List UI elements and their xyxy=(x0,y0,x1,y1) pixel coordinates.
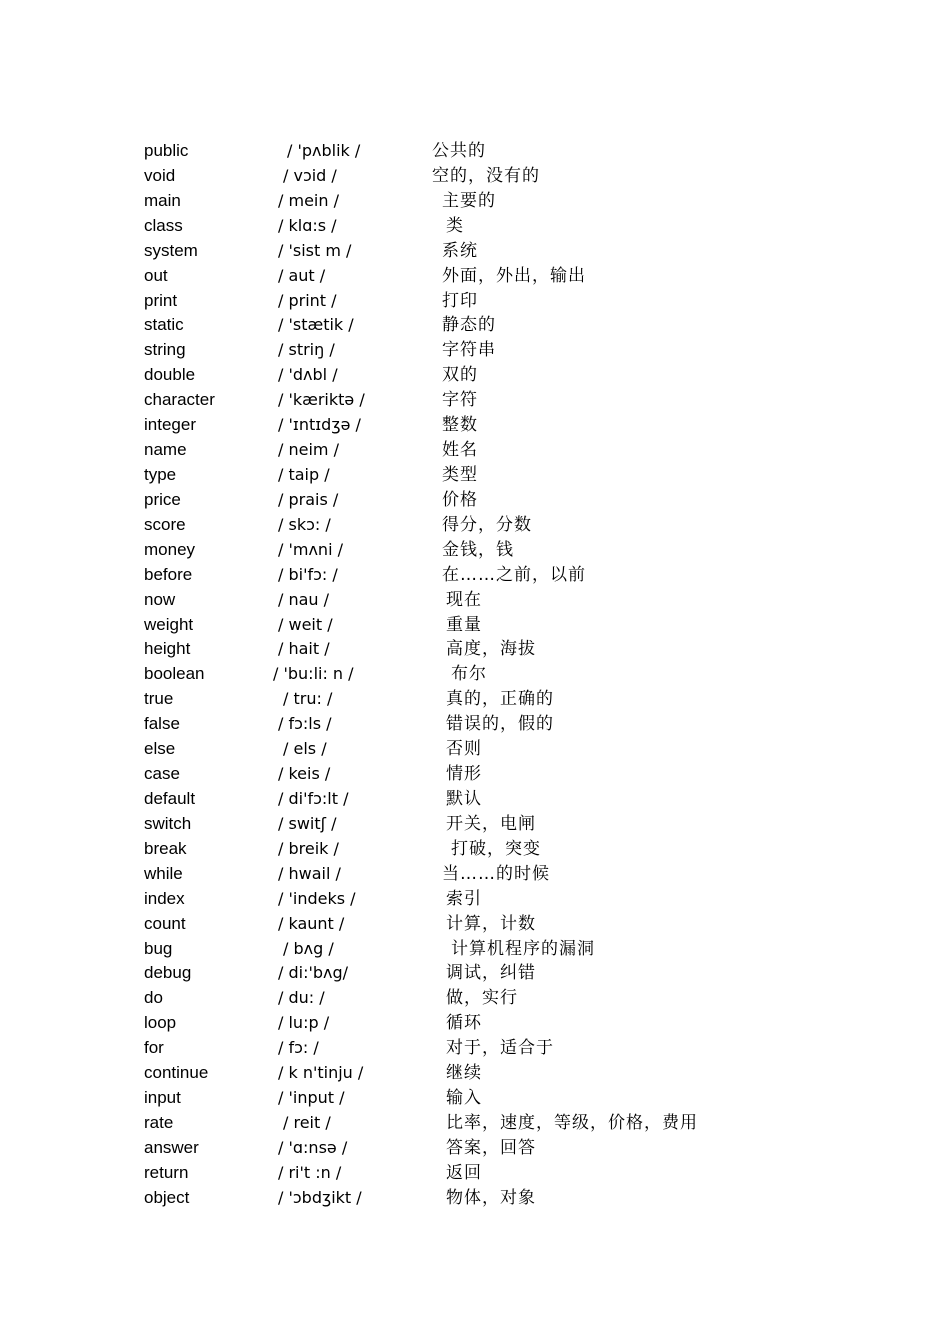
english-word: case xyxy=(144,764,180,784)
chinese-meaning: 字符 xyxy=(442,390,478,411)
chinese-meaning: 主要的 xyxy=(442,190,496,211)
chinese-meaning: 打印 xyxy=(442,290,478,311)
chinese-meaning: 继续 xyxy=(446,1063,482,1084)
vocab-row xyxy=(0,588,950,613)
english-word: continue xyxy=(144,1063,209,1083)
chinese-meaning: 整数 xyxy=(442,415,478,436)
english-word: before xyxy=(144,564,193,584)
english-word: index xyxy=(144,888,185,908)
phonetic: / du: / xyxy=(278,988,325,1008)
chinese-meaning: 答案，回答 xyxy=(446,1137,536,1158)
english-word: out xyxy=(144,265,168,285)
english-word: false xyxy=(144,714,180,734)
phonetic: / nau / xyxy=(278,589,330,609)
english-word: name xyxy=(144,440,187,460)
phonetic: / skɔ: / xyxy=(278,514,331,534)
phonetic: / klɑ:s / xyxy=(278,215,337,235)
phonetic: / 'mʌni / xyxy=(278,539,343,559)
phonetic: / 'ɑ:nsə / xyxy=(278,1137,348,1157)
english-word: while xyxy=(144,863,183,883)
english-word: main xyxy=(144,190,181,210)
chinese-meaning: 比率，速度，等级，价格，费用 xyxy=(446,1112,698,1133)
chinese-meaning: 金钱，钱 xyxy=(442,539,514,560)
english-word: void xyxy=(144,165,176,185)
vocab-row xyxy=(0,762,950,787)
vocab-row xyxy=(0,662,950,687)
english-word: debug xyxy=(144,963,192,983)
phonetic: / 'ɔbdʒikt / xyxy=(278,1187,362,1207)
chinese-meaning: 空的，没有的 xyxy=(432,165,540,186)
vocab-row xyxy=(0,937,950,962)
vocab-row xyxy=(0,787,950,812)
vocab-row xyxy=(0,986,950,1011)
english-word: character xyxy=(144,390,215,410)
phonetic: / ri't :n / xyxy=(278,1162,342,1182)
phonetic: / 'ɪntɪdʒə / xyxy=(278,415,361,435)
english-word: input xyxy=(144,1088,181,1108)
english-word: answer xyxy=(144,1137,199,1157)
chinese-meaning: 现在 xyxy=(446,589,482,610)
chinese-meaning: 得分，分数 xyxy=(442,514,532,535)
english-word: default xyxy=(144,788,196,808)
chinese-meaning: 公共的 xyxy=(432,141,486,161)
english-word: money xyxy=(144,539,196,559)
vocab-row xyxy=(0,687,950,712)
vocab-row xyxy=(0,488,950,513)
english-word: object xyxy=(144,1187,190,1207)
chinese-meaning: 调试，纠错 xyxy=(446,963,536,984)
chinese-meaning: 循环 xyxy=(446,1013,482,1034)
english-word: switch xyxy=(144,813,192,833)
english-word: break xyxy=(144,838,187,858)
phonetic: / bʌg / xyxy=(283,938,334,958)
phonetic: / print / xyxy=(278,290,337,310)
vocab-row xyxy=(0,1136,950,1161)
phonetic: / breik / xyxy=(278,838,339,858)
chinese-meaning: 物体，对象 xyxy=(446,1187,536,1208)
vocab-row xyxy=(0,388,950,413)
chinese-meaning: 打破，突变 xyxy=(451,838,541,859)
chinese-meaning: 价格 xyxy=(442,489,478,510)
english-word: return xyxy=(144,1162,189,1182)
vocab-row xyxy=(0,338,950,363)
phonetic: / 'stætik / xyxy=(278,315,354,335)
english-word: loop xyxy=(144,1013,177,1033)
chinese-meaning: 外面，外出，输出 xyxy=(442,265,586,286)
chinese-meaning: 对于，适合于 xyxy=(446,1038,554,1059)
phonetic: / weit / xyxy=(278,614,333,634)
english-word: score xyxy=(144,514,186,534)
vocab-row xyxy=(0,737,950,762)
phonetic: / hwail / xyxy=(278,863,341,883)
vocab-row xyxy=(0,313,950,338)
vocab-row xyxy=(0,812,950,837)
vocab-row xyxy=(0,189,950,214)
phonetic: / neim / xyxy=(278,440,339,460)
phonetic: / hait / xyxy=(278,639,330,659)
vocab-row xyxy=(0,1161,950,1186)
chinese-meaning: 姓名 xyxy=(442,440,478,461)
chinese-meaning: 布尔 xyxy=(451,664,487,685)
vocab-row xyxy=(0,862,950,887)
vocabulary-list xyxy=(0,139,950,1211)
english-word: class xyxy=(144,215,183,235)
vocab-row xyxy=(0,1186,950,1211)
vocab-row xyxy=(0,1061,950,1086)
vocab-row xyxy=(0,239,950,264)
english-word: static xyxy=(144,315,184,335)
vocab-row xyxy=(0,1011,950,1036)
english-word: bug xyxy=(144,938,173,958)
phonetic: / 'bu:li: n / xyxy=(273,664,354,684)
vocab-row xyxy=(0,837,950,862)
english-word: true xyxy=(144,689,174,709)
vocab-row xyxy=(0,289,950,314)
vocab-row xyxy=(0,139,950,164)
phonetic: / aut / xyxy=(278,265,326,285)
chinese-meaning: 索引 xyxy=(446,888,482,909)
chinese-meaning: 开关，电闸 xyxy=(446,813,536,834)
chinese-meaning: 情形 xyxy=(446,764,482,785)
chinese-meaning: 真的，正确的 xyxy=(446,689,554,710)
english-word: system xyxy=(144,240,198,260)
chinese-meaning: 在……之前，以前 xyxy=(442,564,586,585)
phonetic: / 'pʌblik / xyxy=(287,141,361,160)
phonetic: / k n'tinju / xyxy=(278,1063,364,1083)
vocab-row xyxy=(0,164,950,189)
english-word: for xyxy=(144,1038,164,1058)
vocab-row xyxy=(0,961,950,986)
chinese-meaning: 类 xyxy=(446,215,464,236)
chinese-meaning: 重量 xyxy=(446,614,482,635)
chinese-meaning: 静态的 xyxy=(442,315,496,336)
vocab-row xyxy=(0,1036,950,1061)
chinese-meaning: 计算机程序的漏洞 xyxy=(451,938,595,959)
vocab-row xyxy=(0,563,950,588)
phonetic: / mein / xyxy=(278,190,339,210)
phonetic: / prais / xyxy=(278,489,339,509)
english-word: string xyxy=(144,340,186,360)
english-word: print xyxy=(144,290,178,310)
phonetic: / striŋ / xyxy=(278,340,335,360)
vocab-row xyxy=(0,1086,950,1111)
english-word: public xyxy=(144,141,189,160)
phonetic: / di:'bʌg/ xyxy=(278,963,349,983)
phonetic: / 'dʌbl / xyxy=(278,365,338,385)
english-word: integer xyxy=(144,415,196,435)
chinese-meaning: 类型 xyxy=(442,464,478,485)
phonetic: / lu:p / xyxy=(278,1013,330,1033)
english-word: now xyxy=(144,589,176,609)
chinese-meaning: 双的 xyxy=(442,365,478,386)
phonetic: / di'fɔ:lt / xyxy=(278,788,349,808)
english-word: boolean xyxy=(144,664,205,684)
vocab-row xyxy=(0,413,950,438)
english-word: weight xyxy=(144,614,194,634)
vocab-row xyxy=(0,887,950,912)
chinese-meaning: 系统 xyxy=(442,240,478,261)
phonetic: / bi'fɔ: / xyxy=(278,564,338,584)
chinese-meaning: 高度，海拔 xyxy=(446,639,536,660)
vocab-row xyxy=(0,513,950,538)
english-word: price xyxy=(144,489,181,509)
vocab-row xyxy=(0,363,950,388)
phonetic: / kaunt / xyxy=(278,913,345,933)
chinese-meaning: 默认 xyxy=(446,788,482,809)
vocab-row xyxy=(0,264,950,289)
vocab-row xyxy=(0,438,950,463)
english-word: rate xyxy=(144,1112,174,1132)
chinese-meaning: 否则 xyxy=(446,739,482,760)
vocab-row xyxy=(0,463,950,488)
phonetic: / reit / xyxy=(283,1112,331,1132)
chinese-meaning: 当……的时候 xyxy=(442,863,550,884)
chinese-meaning: 做，实行 xyxy=(446,988,518,1009)
vocab-row xyxy=(0,214,950,239)
vocab-row xyxy=(0,712,950,737)
phonetic: / els / xyxy=(283,739,327,759)
english-word: height xyxy=(144,639,191,659)
vocab-row xyxy=(0,538,950,563)
phonetic: / 'indeks / xyxy=(278,888,356,908)
chinese-meaning: 计算，计数 xyxy=(446,913,536,934)
phonetic: / taip / xyxy=(278,464,330,484)
chinese-meaning: 错误的，假的 xyxy=(446,714,554,735)
vocab-row xyxy=(0,637,950,662)
chinese-meaning: 返回 xyxy=(446,1162,482,1183)
phonetic: / fɔ:ls / xyxy=(278,714,332,734)
vocab-row xyxy=(0,613,950,638)
chinese-meaning: 输入 xyxy=(446,1088,482,1109)
english-word: double xyxy=(144,365,196,385)
phonetic: / tru: / xyxy=(283,689,333,709)
english-word: count xyxy=(144,913,186,933)
english-word: type xyxy=(144,464,177,484)
vocab-row xyxy=(0,1111,950,1136)
phonetic: / 'sist m / xyxy=(278,240,352,260)
vocab-row xyxy=(0,912,950,937)
phonetic: / keis / xyxy=(278,764,331,784)
phonetic: / 'kæriktə / xyxy=(278,390,365,410)
phonetic: / vɔid / xyxy=(283,165,337,185)
chinese-meaning: 字符串 xyxy=(442,340,496,361)
phonetic: / fɔ: / xyxy=(278,1038,319,1058)
english-word: else xyxy=(144,739,176,759)
phonetic: / 'input / xyxy=(278,1088,345,1108)
phonetic: / switʃ / xyxy=(278,813,337,833)
english-word: do xyxy=(144,988,163,1008)
